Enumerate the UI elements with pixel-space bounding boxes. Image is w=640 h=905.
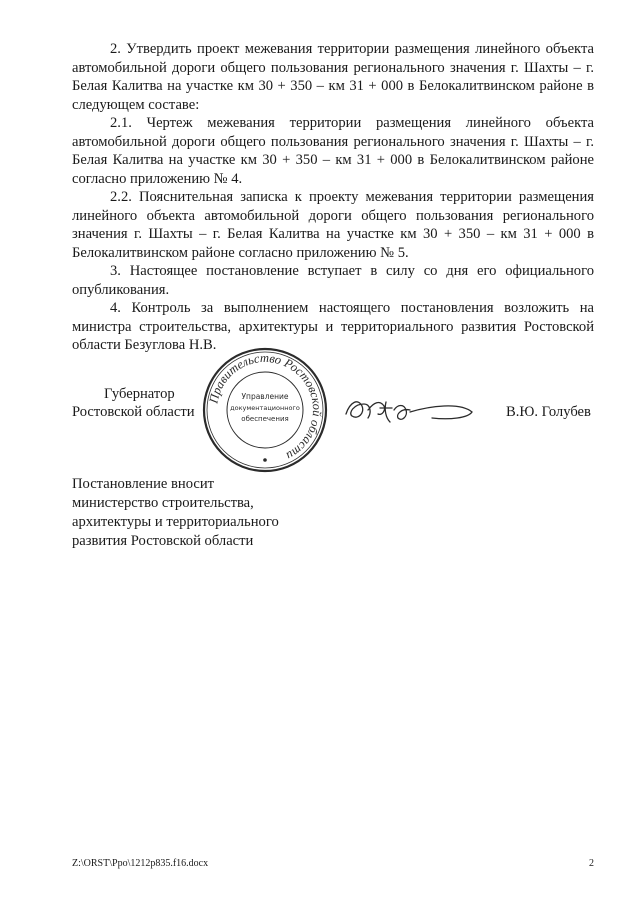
seal-inner-line2: документационного [230,404,300,412]
seal-inner-line3: обеспечения [241,415,289,423]
page-number: 2 [589,858,594,869]
handwritten-signature [340,392,480,428]
signatory-name: В.Ю. Голубев [506,404,591,420]
official-seal [200,345,330,475]
seal-inner-line1: Управление [241,392,289,401]
paragraph-control: 4. Контроль за выполнением настоящего постановления возложить на министра строительства, архитектуры и территориального развития Ростовской области Безуглова Н.В. [72,300,594,354]
submitted-by-line3: архитектуры и территориального [72,514,279,530]
paragraph-drawing-appendix: 2.1. Чертеж межевания территории размещения линейного объекта автомобильной дороги общего пользования регионального значения г. Шахты – г. Белая Калитва на участке км 30 + 350 – км 31 + 000 в Белокалитвинском районе согласно приложению № 4. [72,115,594,187]
submitted-by-line2: министерство строительства, [72,495,254,511]
footer-file-path: Z:\ORST\Ppo\1212p835.f16.docx [72,858,209,869]
seal-outer-text: Правительство Ростовской области [206,350,325,464]
paragraph-approve-project: 2. Утвердить проект межевания территории размещения линейного объекта автомобильной дороги общего пользования регионального значения г. Шахты – г. Белая Калитва на участке км 30 + 350 – км 31 + 000 в Белокалитвинском районе в следующем составе: [72,41,594,113]
submitted-by-line4: развития Ростовской области [72,533,254,549]
signatory-title-line1: Губернатор [104,386,175,402]
submitted-by-line1: Постановление вносит [72,476,215,492]
paragraph-explanatory-note: 2.2. Пояснительная записка к проекту межевания территории размещения линейного объекта автомобильной дороги общего пользования регионального значения г. Шахты – г. Белая Калитва на участке км 30 + 350 – км 31 + 000 в Белокалитвинском районе согласно приложению № 5. [72,189,594,261]
paragraph-entry-into-force: 3. Настоящее постановление вступает в силу со дня его официального опубликования. [72,263,594,298]
signatory-title-line2: Ростовской области [72,404,195,420]
